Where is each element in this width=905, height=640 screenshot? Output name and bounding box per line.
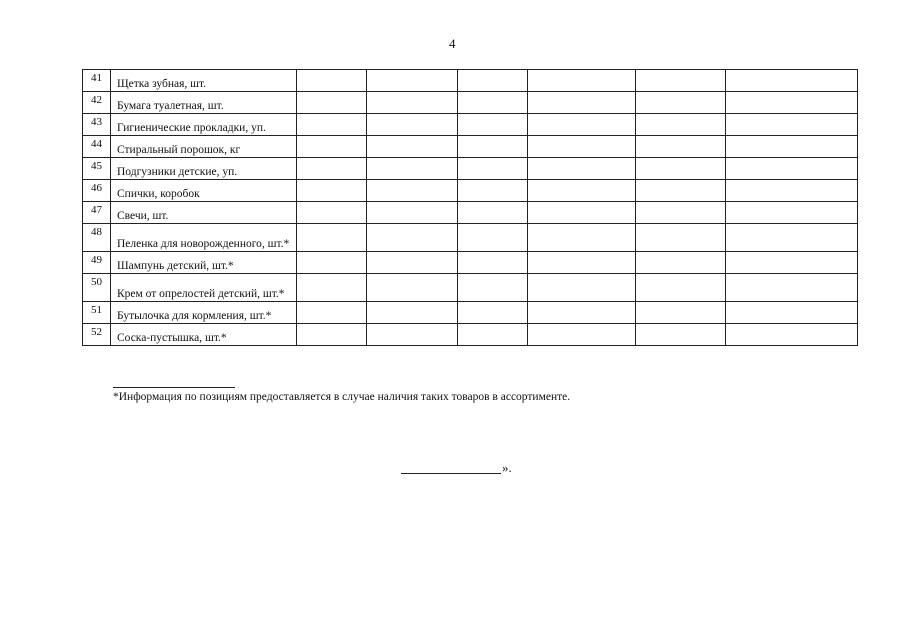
table-cell: [297, 136, 367, 158]
goods-table: [82, 69, 858, 346]
row-number: 51: [83, 302, 111, 324]
table-cell: [636, 302, 726, 324]
table-cell: [297, 180, 367, 202]
row-number: 46: [83, 180, 111, 202]
row-item-name: Гигиенические прокладки, уп.: [111, 114, 297, 136]
table-cell: [367, 136, 458, 158]
row-number: 41: [83, 70, 111, 92]
table-cell: [528, 324, 636, 346]
table-cell: [726, 136, 858, 158]
row-number: 52: [83, 324, 111, 346]
table-cell: [528, 252, 636, 274]
table-cell: [297, 92, 367, 114]
row-item-name: Бутылочка для кормления, шт.*: [111, 302, 297, 324]
table-cell: [458, 252, 528, 274]
table-row: [83, 70, 858, 92]
row-number: 48: [83, 224, 111, 252]
table-cell: [636, 180, 726, 202]
table-cell: [367, 202, 458, 224]
table-cell: [458, 274, 528, 302]
table-cell: [367, 158, 458, 180]
table-row: [83, 136, 858, 158]
row-number: 50: [83, 274, 111, 302]
table-cell: [528, 70, 636, 92]
row-number: 45: [83, 158, 111, 180]
table-cell: [726, 252, 858, 274]
table-cell: [726, 180, 858, 202]
table-cell: [458, 202, 528, 224]
table-cell: [636, 224, 726, 252]
table-cell: [458, 324, 528, 346]
table-row: [83, 302, 858, 324]
table-cell: [528, 274, 636, 302]
table-row: [83, 224, 858, 252]
table-cell: [528, 180, 636, 202]
table-cell: [458, 114, 528, 136]
table-cell: [297, 302, 367, 324]
table-cell: [297, 224, 367, 252]
footnote-divider: [113, 387, 235, 388]
table-cell: [458, 302, 528, 324]
table-cell: [726, 302, 858, 324]
table-row: [83, 114, 858, 136]
table-row: [83, 92, 858, 114]
table-cell: [297, 274, 367, 302]
row-number: 43: [83, 114, 111, 136]
row-item-name: Щетка зубная, шт.: [111, 70, 297, 92]
table-row: [83, 252, 858, 274]
row-item-name: Соска-пустышка, шт.*: [111, 324, 297, 346]
table-cell: [636, 252, 726, 274]
table-row: [83, 274, 858, 302]
table-cell: [726, 158, 858, 180]
closing-quote: ».: [502, 460, 512, 475]
table-cell: [726, 274, 858, 302]
page-number: 4: [449, 36, 456, 51]
row-item-name: Крем от опрелостей детский, шт.*: [111, 274, 297, 302]
table-cell: [297, 202, 367, 224]
table-cell: [297, 252, 367, 274]
table-cell: [367, 70, 458, 92]
row-number: 44: [83, 136, 111, 158]
table-cell: [528, 114, 636, 136]
table-row: [83, 180, 858, 202]
row-number: 47: [83, 202, 111, 224]
row-item-name: Спички, коробок: [111, 180, 297, 202]
signature-line: [401, 473, 501, 474]
table-cell: [726, 114, 858, 136]
table-cell: [367, 114, 458, 136]
row-item-name: Свечи, шт.: [111, 202, 297, 224]
table-cell: [367, 252, 458, 274]
table-cell: [528, 224, 636, 252]
table-row: [83, 158, 858, 180]
row-item-name: Подгузники детские, уп.: [111, 158, 297, 180]
table-row: [83, 324, 858, 346]
table-cell: [458, 158, 528, 180]
table-cell: [458, 92, 528, 114]
table-cell: [367, 324, 458, 346]
table-cell: [636, 274, 726, 302]
table-cell: [367, 302, 458, 324]
table-cell: [367, 92, 458, 114]
table-cell: [367, 224, 458, 252]
table-cell: [636, 202, 726, 224]
table-cell: [528, 136, 636, 158]
table-cell: [726, 92, 858, 114]
table-cell: [297, 70, 367, 92]
table-cell: [367, 180, 458, 202]
row-item-name: Бумага туалетная, шт.: [111, 92, 297, 114]
footnote-text: *Информация по позициям предоставляется в случае наличия таких товаров в ассортименте.: [113, 391, 571, 403]
table-cell: [636, 114, 726, 136]
table-cell: [367, 274, 458, 302]
table-cell: [636, 158, 726, 180]
row-number: 42: [83, 92, 111, 114]
table-cell: [636, 92, 726, 114]
table-cell: [726, 224, 858, 252]
table-cell: [726, 70, 858, 92]
table-cell: [726, 324, 858, 346]
table-cell: [636, 70, 726, 92]
table-cell: [528, 202, 636, 224]
table-cell: [458, 180, 528, 202]
row-item-name: Пеленка для новорожденного, шт.*: [111, 224, 297, 252]
table-cell: [297, 158, 367, 180]
table-cell: [297, 324, 367, 346]
table-cell: [726, 202, 858, 224]
table-cell: [636, 136, 726, 158]
row-item-name: Шампунь детский, шт.*: [111, 252, 297, 274]
table-cell: [297, 114, 367, 136]
table-cell: [458, 136, 528, 158]
row-item-name: Стиральный порошок, кг: [111, 136, 297, 158]
table-cell: [458, 224, 528, 252]
table-cell: [528, 158, 636, 180]
table-cell: [528, 92, 636, 114]
row-number: 49: [83, 252, 111, 274]
table-cell: [458, 70, 528, 92]
table-row: [83, 202, 858, 224]
table-cell: [636, 324, 726, 346]
table-cell: [528, 302, 636, 324]
